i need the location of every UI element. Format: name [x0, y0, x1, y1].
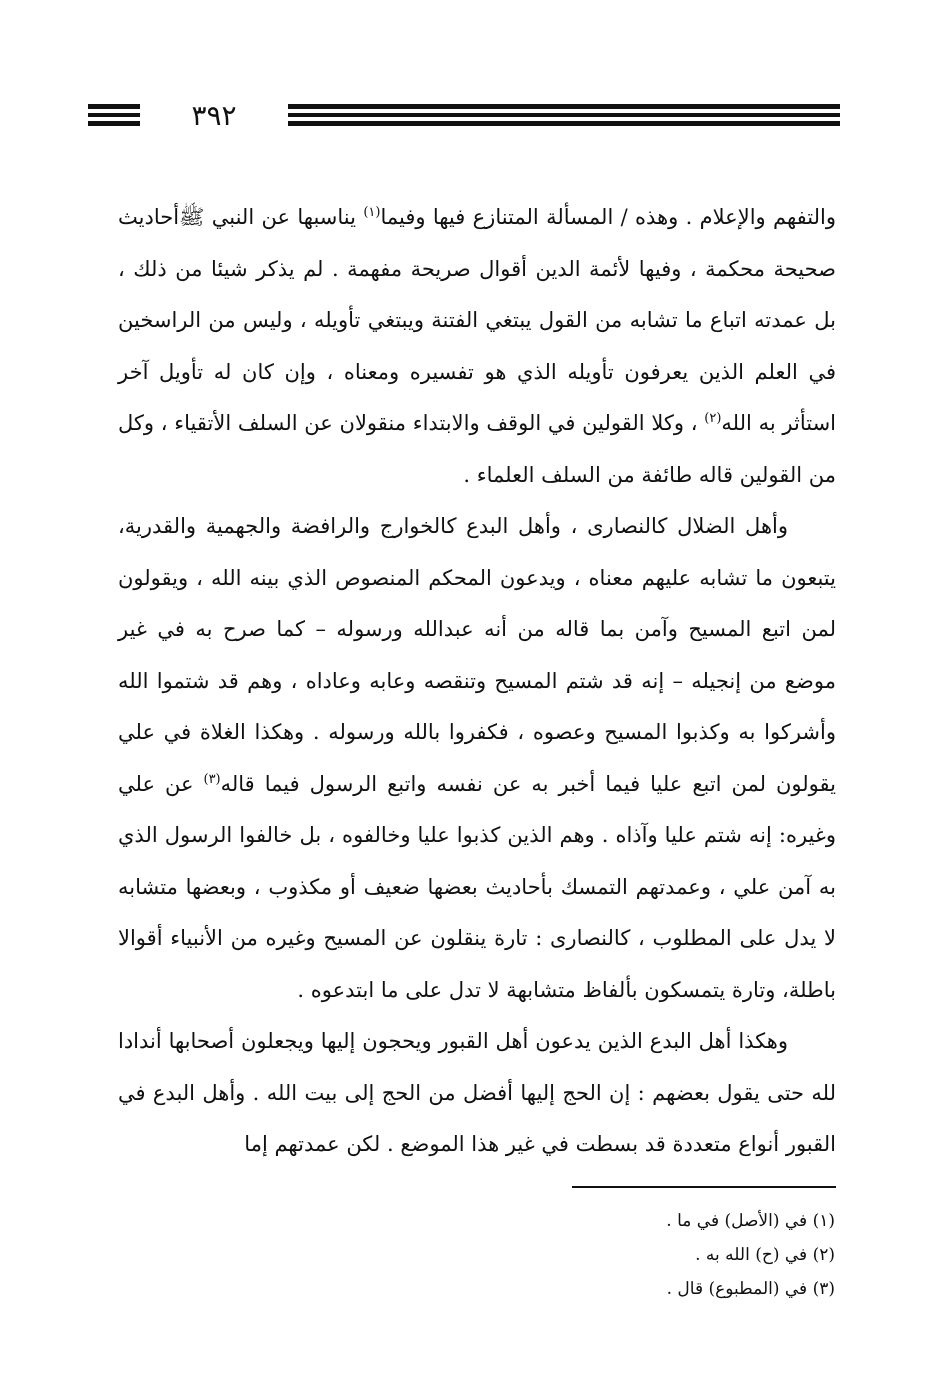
main-text	[118, 192, 836, 1171]
page-header	[88, 98, 840, 134]
header-rule-left	[88, 104, 140, 126]
paragraph-3: وهكذا أهل البدع الذين يدعون أهل القبور ويحجون إليها ويجعلون أصحابها أندادا لله حتى يقول بعضهم : إن الحج إليها أفضل من الحج إلى بيت الله . وأهل البدع في القبور أنواع متعددة قد بسطت في غير هذا الموضع . لكن عمدتهم إما	[118, 1029, 836, 1156]
header-rule-right	[288, 104, 840, 126]
paragraph-1-part-1: والتفهم والإعلام . وهذه / المسألة المتنازع فيها وفيما	[380, 205, 837, 229]
paragraph-2	[118, 501, 836, 1016]
footnote-1: (١) في (الأصل) في ما .	[666, 1211, 835, 1231]
page-number: ٣٩٢	[191, 99, 237, 132]
footnotes	[435, 1204, 835, 1306]
paragraph-2-part-1: وأهل الضلال كالنصارى ، وأهل البدع كالخوارج والرافضة والجهمية والقدرية، يتبعون ما تشابه عليهم معناه ، ويدعون المحكم المنصوص الذي بينه الله ، ويقولون لمن اتبع المسيح وآمن بما قاله من أنه عبدالله ورسوله – كما صرح به في غير موضع من إنجيله – إنه قد شتم المسيح وتنقصه وعابه وعاداه ، وهم قد شتموا الله وأشركوا به وكذبوا المسيح وعصوه ، فكفروا بالله ورسوله . وهكذا الغلاة في علي يقولون لمن اتبع عليا فيما أخبر به عن نفسه واتبع الرسول فيما قاله	[118, 514, 836, 796]
footnote-3: (٣) في (المطبوع) قال .	[666, 1279, 835, 1299]
footnote-2: (٢) في (ح) الله به .	[695, 1245, 835, 1265]
footnote-ref-3: (٣)	[203, 771, 221, 787]
footnote-ref-1: (١)	[363, 205, 381, 220]
paragraph-1-part-3: ، وكلا القولين في الوقف والابتداء منقولان عن السلف الأتقياء ، وكل من القولين قاله طائفة من السلف العلماء .	[118, 411, 836, 487]
paragraph-1	[118, 192, 836, 501]
paragraph-1-part-2: يناسبها عن النبي ﷺأحاديث صحيحة محكمة ، وفيها لأئمة الدين أقوال صريحة مفهمة . لم يذكر شيئا من ذلك ، بل عمدته اتباع ما تشابه من القول يبتغي الفتنة ويبتغي تأويله ، وليس من الراسخين في العلم الذين يعرفون تأويله الذي هو تفسيره ومعناه ، وإن كان له تأويل آخر استأثر به الله	[118, 205, 836, 435]
paragraph-2-part-2: عن علي وغيره: إنه شتم عليا وآذاه . وهم الذين كذبوا عليا وخالفوه ، بل خالفوا الرسول الذي به آمن علي ، وعمدتهم التمسك بأحاديث بعضها ضعيف أو مكذوب ، وبعضها متشابه لا يدل على المطلوب ، كالنصارى : تارة ينقلون عن المسيح وغيره من الأنبياء أقوالا باطلة، وتارة يتمسكون بألفاظ متشابهة لا تدل على ما ابتدعوه .	[118, 771, 836, 1002]
footnote-ref-2: (٢)	[704, 411, 722, 426]
footnote-separator	[572, 1186, 836, 1188]
